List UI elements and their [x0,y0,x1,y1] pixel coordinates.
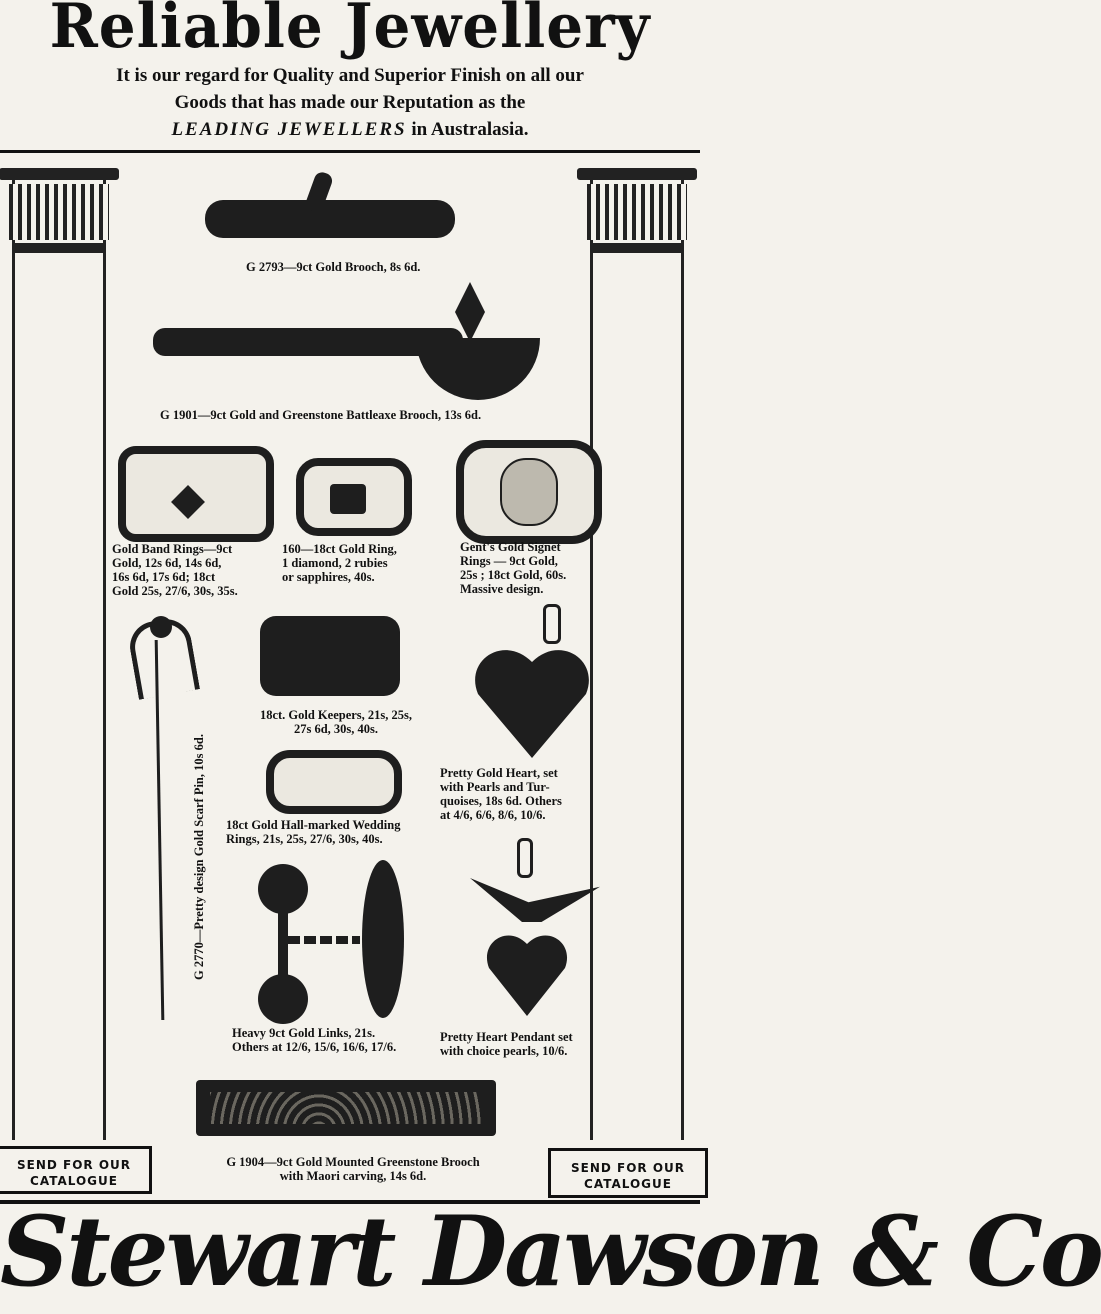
signet-line-3: 25s ; 18ct Gold, 60s. [460,568,567,582]
signet-line-4: Massive design. [460,582,544,596]
band-rings-line-4: Gold 25s, 27/6, 30s, 35s. [112,584,238,598]
keepers-line-1: 18ct. Gold Keepers, 21s, 25s, [259,708,413,722]
caption-battleaxe-g1901: G 1901—9ct Gold and Greenstone Battleaxe Brooch, 13s 6d. [160,408,482,422]
links-line-1: Heavy 9ct Gold Links, 21s. [232,1026,376,1040]
scarf-pin-stem-image [155,640,165,1020]
heart-line-2: with Pearls and Tur- [440,780,550,794]
heart-line-4: at 4/6, 6/6, 8/6, 10/6. [440,808,546,822]
diamond-ring-setting-image [330,484,366,514]
tagline [0,62,700,143]
scarf-pin-wishbone-image [126,615,200,700]
tagline-line-2: Goods that has made our Reputation as the [174,92,526,113]
wedding-ring-image [266,750,402,814]
battleaxe-blade-image [416,338,540,400]
top-rule [0,150,700,153]
cuff-link-bottom-image [258,974,308,1024]
caption-greenstone-g1904 [198,1155,508,1183]
heart-line-1: Pretty Gold Heart, set [440,766,558,780]
company-signature: Stewart Dawson & Co [0,1195,1101,1308]
heart-bail-image [543,604,561,644]
right-pillar-capital [593,168,681,253]
pendant-bird-image [470,878,600,922]
tagline-lead: LEADING JEWELLERS [171,119,407,140]
headline: Reliable Jewellery [49,0,651,62]
catalogue-left-line-2: CATALOGUE [30,1174,118,1188]
gold-brooch-image [205,200,455,238]
band-rings-line-2: Gold, 12s 6d, 14s 6d, [112,556,222,570]
caption-scarf-pin: G 2770—Pretty design Gold Scarf Pin, 10s 6d. [192,734,206,980]
keepers-line-2: 27s 6d, 30s, 40s. [293,722,379,736]
ring-160-line-2: 1 diamond, 2 rubies [282,556,388,570]
caption-brooch-g2793: G 2793—9ct Gold Brooch, 8s 6d. [246,260,421,274]
pearl-heart-image [474,640,590,758]
caption-ring-160 [282,542,397,584]
pendant-line-2: with choice pearls, 10/6. [440,1044,568,1058]
cuff-link-oval-image [362,860,404,1018]
signet-line-2: Rings — 9ct Gold, [460,554,558,568]
caption-wedding-rings [226,818,400,846]
links-line-2: Others at 12/6, 15/6, 16/6, 17/6. [232,1040,397,1054]
catalogue-right-line-1: SEND FOR OUR [570,1161,686,1175]
heart-pendant-image [486,928,568,1016]
right-pillar [590,168,684,1143]
pendant-bail-image [517,838,533,878]
wedding-line-2: Rings, 21s, 25s, 27/6, 30s, 40s. [226,832,383,846]
catalogue-right-line-2: CATALOGUE [584,1177,672,1191]
caption-keepers [238,708,434,736]
send-catalogue-left[interactable] [0,1146,152,1194]
caption-signet-rings [460,540,566,596]
maori-carving-image [210,1092,482,1124]
band-rings-line-1: Gold Band Rings—9ct [112,542,233,556]
signet-ring-face-image [500,458,558,526]
tagline-line-1: It is our regard for Quality and Superior Finish on all our [116,65,584,86]
left-pillar-capital [15,168,103,253]
caption-gold-heart [440,766,562,822]
tagline-line-3 [0,116,700,143]
greenstone-line-2: with Maori carving, 14s 6d. [279,1169,427,1183]
caption-heart-pendant [440,1030,573,1058]
caption-gold-links [232,1026,396,1054]
band-rings-line-3: 16s 6d, 17s 6d; 18ct [112,570,216,584]
ring-160-line-1: 160—18ct Gold Ring, [282,542,397,556]
signet-line-1: Gent's Gold Signet [460,540,561,554]
greenstone-line-1: G 1904—9ct Gold Mounted Greenstone Brooch [226,1155,480,1169]
wedding-line-1: 18ct Gold Hall-marked Wedding [226,818,401,832]
catalogue-left-line-1: SEND FOR OUR [16,1158,132,1172]
send-catalogue-right[interactable] [548,1148,708,1198]
heart-line-3: quoises, 18s 6d. Others [440,794,562,808]
cuff-link-chain-image [288,936,360,944]
left-pillar [12,168,106,1143]
gold-keepers-image [260,616,400,696]
tagline-rest: in Australasia. [406,119,529,140]
ring-160-line-3: or sapphires, 40s. [282,570,375,584]
pendant-line-1: Pretty Heart Pendant set [440,1030,573,1044]
caption-band-rings [112,542,238,598]
